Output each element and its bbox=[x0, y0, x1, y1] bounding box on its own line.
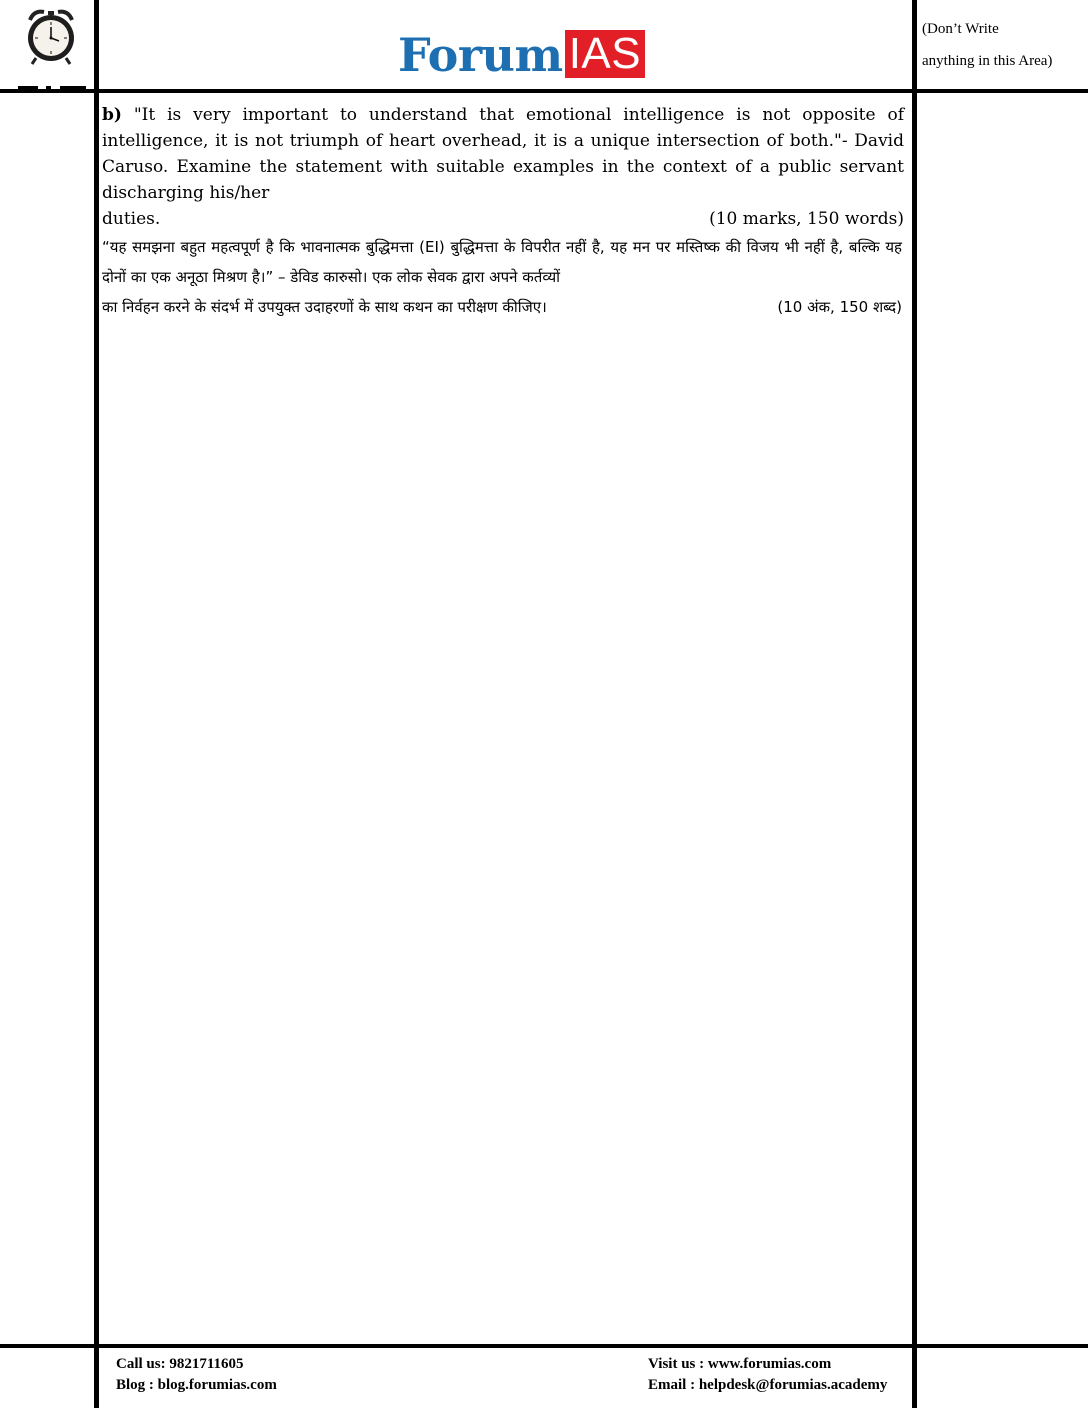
question-english-text: "It is very important to understand that emotional intelligence is not opposite of intelligence, it is not triumph of heart overhead, it is a unique intersection of both."- David Caruso. Examine the statement with suitable examples in the context of a public servant discharging his/her bbox=[102, 105, 904, 203]
footer-visit: Visit us : www.forumias.com bbox=[648, 1356, 832, 1372]
logo-forum-text: Forum bbox=[398, 28, 563, 82]
forumias-logo bbox=[398, 26, 645, 82]
question-english-last-word: duties. bbox=[102, 209, 161, 229]
question-english-last-row bbox=[102, 206, 904, 232]
question-hindi-last-line: का निर्वहन करने के संदर्भ में उपयुक्त उदाहरणों के साथ कथन का परीक्षण कीजिए। bbox=[102, 298, 547, 316]
alarm-clock-icon bbox=[24, 6, 78, 66]
footer-divider bbox=[0, 1344, 1088, 1348]
question-hindi-last-row bbox=[102, 292, 902, 322]
footer-blog: Blog : blog.forumias.com bbox=[116, 1377, 277, 1393]
question-hindi bbox=[102, 232, 902, 322]
logo-ias-text: IAS bbox=[565, 30, 645, 78]
question-english bbox=[102, 102, 904, 232]
clock-underline-left bbox=[18, 86, 38, 89]
clock-underline-dot bbox=[46, 86, 51, 89]
clock-underline-right bbox=[60, 86, 86, 89]
margin-note-line1: (Don’t Write bbox=[922, 21, 999, 37]
footer-call: Call us: 9821711605 bbox=[116, 1356, 244, 1372]
question-hindi-marks: (10 अंक, 150 शब्द) bbox=[777, 298, 902, 316]
margin-note-line2: anything in this Area) bbox=[922, 53, 1053, 69]
question-english-marks: (10 marks, 150 words) bbox=[709, 209, 904, 229]
right-margin-line bbox=[912, 0, 917, 1408]
left-margin-line bbox=[94, 0, 99, 1408]
footer-email: Email : helpdesk@forumias.academy bbox=[648, 1377, 888, 1393]
header-divider bbox=[0, 89, 1088, 93]
question-label: b) bbox=[102, 105, 122, 125]
question-hindi-text: “यह समझना बहुत महत्वपूर्ण है कि भावनात्मक बुद्धिमत्ता (EI) बुद्धिमत्ता के विपरीत नहीं है, यह मन पर मस्तिष्क की विजय भी नहीं है, बल्कि यह दोनों का एक अनूठा मिश्रण है।” – डेविड कारुसो। एक लोक सेवक द्वारा अपने कर्तव्यों bbox=[102, 238, 902, 286]
